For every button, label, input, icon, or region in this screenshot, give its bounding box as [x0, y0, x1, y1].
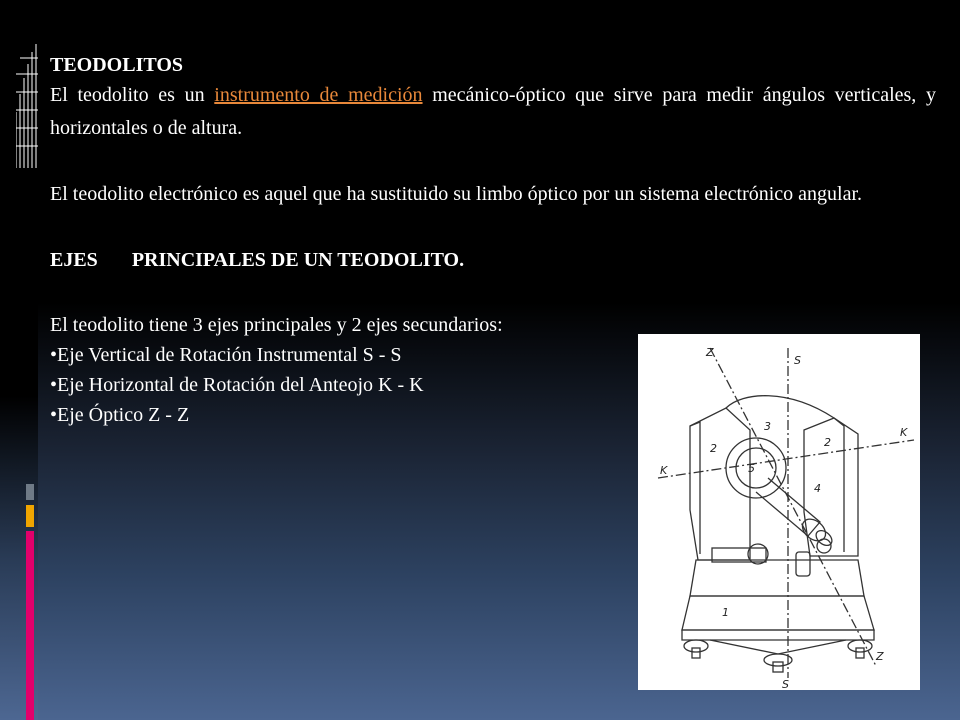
- theodolite-drawing: [638, 334, 920, 690]
- slide-title: TEODOLITOS: [50, 54, 184, 76]
- bullet-horizontal-axis: •Eje Horizontal de Rotación del Anteojo K - K: [50, 374, 424, 396]
- label-s-bottom: S: [782, 678, 789, 690]
- bullet-vertical-axis: •Eje Vertical de Rotación Instrumental S - S: [50, 344, 402, 366]
- label-part-2-right: 2: [824, 436, 831, 449]
- paragraph-definition: [50, 79, 936, 145]
- section-heading: [50, 244, 936, 277]
- label-k-left: K: [660, 464, 668, 477]
- label-k-right: K: [900, 426, 908, 439]
- label-part-1: 1: [722, 606, 729, 619]
- label-part-4: 4: [814, 482, 821, 495]
- left-decor-strip: [0, 0, 38, 720]
- accent-bar-pink: [26, 531, 34, 720]
- paragraph-definition-start: El teodolito es un: [50, 84, 215, 106]
- label-z-bottom: Z: [876, 650, 884, 663]
- paragraph-definition-end: mecánico-óptico que sirve para medir ángulos verticales, y horizontales o de altura.: [50, 84, 936, 139]
- strip-lines-decor: [16, 44, 38, 168]
- bullet-optical-axis: •Eje Óptico Z - Z: [50, 404, 190, 426]
- axes-intro: El teodolito tiene 3 ejes principales y 2 ejes secundarios:: [50, 314, 503, 336]
- theodolite-diagram: [638, 334, 920, 690]
- accent-bar-gold: [26, 505, 34, 527]
- accent-bar-gray: [26, 484, 34, 500]
- label-part-2-left: 2: [710, 442, 717, 455]
- section-heading-part2: PRINCIPALES DE UN TEODOLITO.: [131, 249, 465, 271]
- label-s-top: S: [794, 354, 801, 367]
- paragraph-electronic: El teodolito electrónico es aquel que ha sustituido su limbo óptico por un sistema electrónico angular.: [50, 183, 863, 205]
- label-part-3: 3: [764, 420, 771, 433]
- label-z-top: Z: [706, 346, 714, 359]
- section-heading-part1: EJES: [50, 249, 98, 271]
- instrument-link[interactable]: instrumento de medición: [214, 84, 423, 106]
- label-part-5: 5: [748, 462, 755, 475]
